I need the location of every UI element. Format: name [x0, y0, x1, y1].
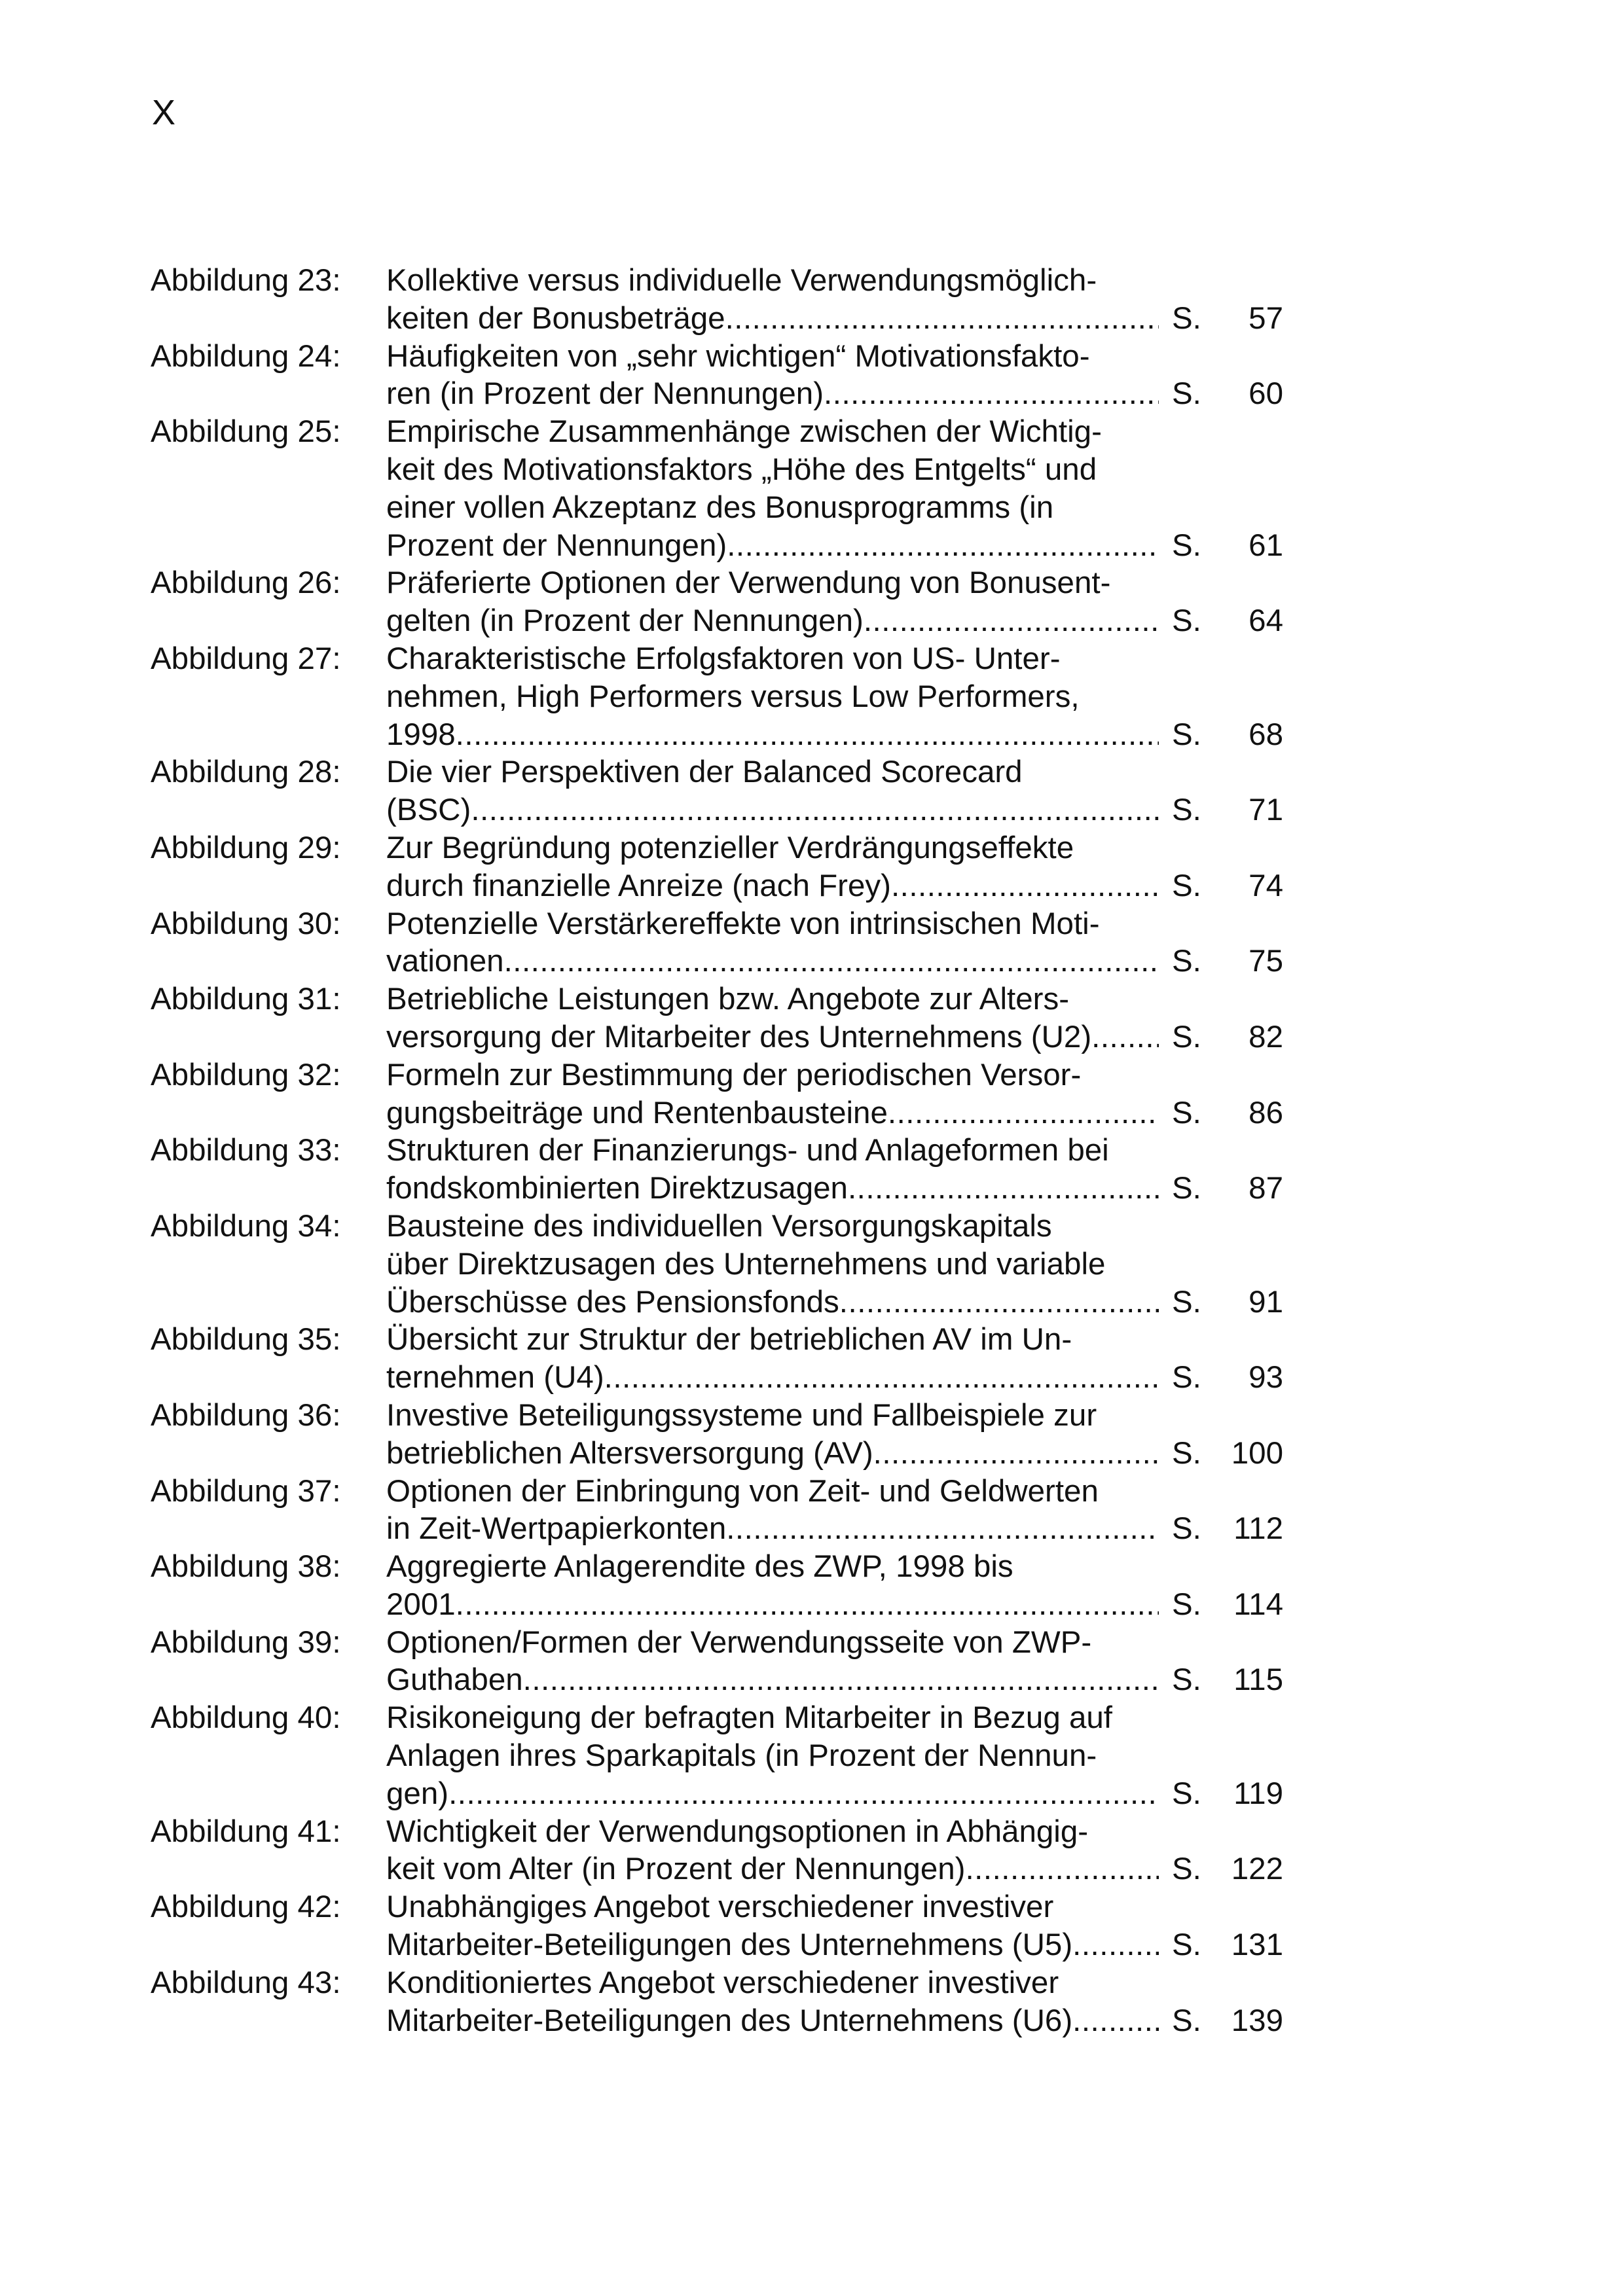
- figure-title: [386, 980, 1159, 1056]
- leader-dots: [1091, 1018, 1159, 1056]
- leader-dots: [888, 1094, 1159, 1132]
- figure-page-ref: [1159, 791, 1283, 829]
- figure-label: Abbildung 36:: [151, 1397, 341, 1433]
- page-prefix: S.: [1172, 1435, 1201, 1471]
- figure-title-line: keit vom Alter (in Prozent der Nennungen): [386, 1852, 966, 1887]
- page-prefix: S.: [1172, 717, 1201, 752]
- figure-title-last-line: [386, 1661, 1159, 1699]
- leader-dots: [725, 300, 1159, 338]
- figure-page-ref: [1159, 716, 1283, 754]
- leader-dots: [523, 1661, 1159, 1699]
- figure-title-line: gungsbeiträge und Rentenbausteine: [386, 1095, 888, 1130]
- figure-title-line: Optionen/Formen der Verwendungsseite von ZWP-: [386, 1624, 1092, 1660]
- figure-title-last-line: [386, 1850, 1159, 1888]
- figure-page-ref: [1159, 942, 1283, 980]
- figure-title-line: ternehmen (U4): [386, 1360, 604, 1395]
- figure-title-line: Die vier Perspektiven der Balanced Scorecard: [386, 755, 1023, 790]
- figure-title-last-line: [386, 1510, 1159, 1548]
- figure-entry: [151, 753, 1283, 829]
- page-number-ref: 122: [1231, 1852, 1283, 1887]
- figure-label: Abbildung 26:: [151, 565, 341, 601]
- figure-title: [386, 1132, 1159, 1208]
- figure-title: [386, 905, 1159, 981]
- figure-title-line: Aggregierte Anlagerendite des ZWP, 1998 bis: [386, 1549, 1013, 1585]
- page-prefix: S.: [1172, 300, 1201, 336]
- figure-entry: [151, 262, 1283, 338]
- figure-title: [386, 829, 1159, 905]
- figure-title-line: versorgung der Mitarbeiter des Unternehmens (U2): [386, 1019, 1092, 1054]
- figure-title-line: gelten (in Prozent der Nennungen): [386, 603, 864, 639]
- figure-title-line: Optionen der Einbringung von Zeit- und Geldwerten: [386, 1473, 1099, 1509]
- figure-title: [386, 1473, 1159, 1549]
- figure-page-ref: [1159, 300, 1283, 338]
- figure-label: Abbildung 29:: [151, 830, 341, 865]
- leader-dots: [456, 716, 1159, 754]
- page-number-ref: 91: [1249, 1284, 1283, 1319]
- figure-title: [386, 262, 1159, 338]
- figure-label: Abbildung 35:: [151, 1322, 341, 1357]
- figure-entry: [151, 1624, 1283, 1700]
- figure-label: Abbildung 42:: [151, 1890, 341, 1925]
- figure-title: [386, 1321, 1159, 1397]
- leader-dots: [965, 1850, 1159, 1888]
- figure-page-ref: [1159, 1094, 1283, 1132]
- figure-label: Abbildung 33:: [151, 1133, 341, 1168]
- figure-title-last-line: [386, 1775, 1159, 1813]
- figure-entry: [151, 1208, 1283, 1321]
- figure-title: [386, 1813, 1159, 1889]
- figure-title-line: Mitarbeiter-Beteiligungen des Unternehmens (U6): [386, 2003, 1073, 2038]
- page-number-ref: 82: [1249, 1019, 1283, 1054]
- page-number-ref: 75: [1249, 944, 1283, 979]
- figure-entry: [151, 905, 1283, 981]
- page-number-ref: 115: [1233, 1662, 1283, 1698]
- figure-label: Abbildung 30:: [151, 906, 341, 941]
- figure-page-ref: [1159, 602, 1283, 640]
- figure-title: [386, 338, 1159, 414]
- figure-title-line: über Direktzusagen des Unternehmens und variable: [386, 1246, 1106, 1282]
- figure-title-line: Präferierte Optionen der Verwendung von Bonusent-: [386, 565, 1111, 601]
- leader-dots: [1072, 2002, 1159, 2040]
- page-number-ref: 114: [1233, 1587, 1283, 1622]
- figure-title-last-line: [386, 375, 1159, 413]
- figure-title-line: Formeln zur Bestimmung der periodischen Versor-: [386, 1057, 1082, 1092]
- page-prefix: S.: [1172, 1928, 1201, 1963]
- figure-title-line: 2001: [386, 1587, 456, 1622]
- figure-title-line: Kollektive versus individuelle Verwendungsmöglich-: [386, 263, 1097, 298]
- figure-title-line: fondskombinierten Direktzusagen: [386, 1171, 848, 1206]
- figure-label: Abbildung 37:: [151, 1473, 341, 1509]
- figure-title-line: Potenzielle Verstärkereffekte von intrinsischen Moti-: [386, 906, 1100, 941]
- page-prefix: S.: [1172, 1662, 1201, 1698]
- figure-title: [386, 1056, 1159, 1132]
- figure-page-ref: [1159, 1775, 1283, 1813]
- leader-dots: [471, 791, 1159, 829]
- figure-label: Abbildung 28:: [151, 755, 341, 790]
- figure-title: [386, 1624, 1159, 1700]
- figure-title-last-line: [386, 867, 1159, 905]
- figure-entry: [151, 1888, 1283, 1964]
- page-number-ref: 57: [1249, 300, 1283, 336]
- page-prefix: S.: [1172, 603, 1201, 639]
- figure-title-line: Übersicht zur Struktur der betrieblichen AV im Un-: [386, 1322, 1072, 1357]
- page-number-ref: 119: [1233, 1776, 1283, 1811]
- page-prefix: S.: [1172, 2003, 1201, 2038]
- figure-page-ref: [1159, 1170, 1283, 1208]
- figure-entry: [151, 1964, 1283, 2040]
- leader-dots: [848, 1170, 1159, 1208]
- figure-title-last-line: [386, 791, 1159, 829]
- figure-entry: [151, 1548, 1283, 1624]
- page-number-ref: 131: [1231, 1928, 1283, 1963]
- figure-page-ref: [1159, 527, 1283, 565]
- figure-title-line: gen): [386, 1776, 449, 1811]
- figure-title-line: Empirische Zusammenhänge zwischen der Wichtig-: [386, 414, 1102, 450]
- leader-dots: [727, 527, 1159, 565]
- figure-page-ref: [1159, 2002, 1283, 2040]
- figure-title: [386, 1699, 1159, 1812]
- page-prefix: S.: [1172, 1511, 1201, 1547]
- leader-dots: [726, 1510, 1159, 1548]
- figure-title-line: Charakteristische Erfolgsfaktoren von US- Unter-: [386, 641, 1061, 676]
- figure-entry: [151, 338, 1283, 414]
- figure-title-line: Wichtigkeit der Verwendungsoptionen in Abhängig-: [386, 1814, 1089, 1849]
- figure-page-ref: [1159, 1661, 1283, 1699]
- figure-page-ref: [1159, 1586, 1283, 1624]
- figure-title-last-line: [386, 716, 1159, 754]
- figure-label: Abbildung 31:: [151, 982, 341, 1017]
- figure-entry: [151, 413, 1283, 564]
- figure-title-line: (BSC): [386, 793, 471, 828]
- leader-dots: [891, 867, 1159, 905]
- figure-title-line: betrieblichen Altersversorgung (AV): [386, 1435, 873, 1471]
- figure-title-last-line: [386, 300, 1159, 338]
- figure-title-last-line: [386, 1170, 1159, 1208]
- figure-entry: [151, 640, 1283, 753]
- page-number-ref: 68: [1249, 717, 1283, 752]
- page-number-ref: 61: [1249, 528, 1283, 563]
- figure-title-line: vationen: [386, 944, 504, 979]
- list-of-figures: [151, 262, 1283, 2039]
- page-prefix: S.: [1172, 528, 1201, 563]
- page-prefix: S.: [1172, 868, 1201, 903]
- page-prefix: S.: [1172, 1095, 1201, 1130]
- figure-page-ref: [1159, 1926, 1283, 1964]
- figure-title: [386, 1208, 1159, 1321]
- figure-title-last-line: [386, 527, 1159, 565]
- figure-page-ref: [1159, 375, 1283, 413]
- page-prefix: S.: [1172, 1852, 1201, 1887]
- figure-title: [386, 753, 1159, 829]
- figure-title-last-line: [386, 602, 1159, 640]
- figure-title-last-line: [386, 1586, 1159, 1624]
- page-number-ref: 71: [1249, 793, 1283, 828]
- figure-label: Abbildung 40:: [151, 1700, 341, 1736]
- figure-title-last-line: [386, 1283, 1159, 1321]
- figure-page-ref: [1159, 1850, 1283, 1888]
- figure-entry: [151, 1132, 1283, 1208]
- figure-title-line: Betriebliche Leistungen bzw. Angebote zur Alters-: [386, 982, 1070, 1017]
- figure-entry: [151, 1397, 1283, 1473]
- figure-label: Abbildung 43:: [151, 1965, 341, 2000]
- figure-label: Abbildung 41:: [151, 1814, 341, 1849]
- page-prefix: S.: [1172, 944, 1201, 979]
- figure-title-line: Zur Begründung potenzieller Verdrängungseffekte: [386, 830, 1074, 865]
- figure-title-line: durch finanzielle Anreize (nach Frey): [386, 868, 891, 903]
- page-number-ref: 100: [1231, 1435, 1283, 1471]
- figure-page-ref: [1159, 1510, 1283, 1548]
- figure-title-line: Konditioniertes Angebot verschiedener investiver: [386, 1965, 1059, 2000]
- page-number-ref: 87: [1249, 1171, 1283, 1206]
- page-prefix: S.: [1172, 1776, 1201, 1811]
- figure-label: Abbildung 24:: [151, 338, 341, 374]
- page-number-ref: 139: [1231, 2003, 1283, 2038]
- figure-label: Abbildung 27:: [151, 641, 341, 676]
- leader-dots: [504, 942, 1159, 980]
- page-number-ref: 93: [1249, 1360, 1283, 1395]
- figure-page-ref: [1159, 1283, 1283, 1321]
- figure-page-ref: [1159, 867, 1283, 905]
- page-number-ref: 86: [1249, 1095, 1283, 1130]
- leader-dots: [604, 1359, 1159, 1397]
- figure-title-line: Anlagen ihres Sparkapitals (in Prozent der Nennun-: [386, 1738, 1097, 1774]
- figure-entry: [151, 829, 1283, 905]
- leader-dots: [864, 602, 1159, 640]
- figure-title-last-line: [386, 1926, 1159, 1964]
- figure-label: Abbildung 39:: [151, 1624, 341, 1660]
- figure-label: Abbildung 38:: [151, 1549, 341, 1585]
- figure-title-line: keiten der Bonusbeträge: [386, 300, 725, 336]
- figure-entry: [151, 1813, 1283, 1889]
- figure-title-line: 1998: [386, 717, 456, 752]
- figure-title: [386, 1397, 1159, 1473]
- leader-dots: [456, 1586, 1159, 1624]
- figure-title-line: ren (in Prozent der Nennungen): [386, 376, 824, 412]
- figure-title-line: Überschüsse des Pensionsfonds: [386, 1284, 839, 1319]
- figure-title-line: nehmen, High Performers versus Low Performers,: [386, 679, 1080, 714]
- figure-title-line: Unabhängiges Angebot verschiedener investiver: [386, 1890, 1054, 1925]
- figure-title-last-line: [386, 1094, 1159, 1132]
- figure-title-line: Häufigkeiten von „sehr wichtigen“ Motivationsfakto-: [386, 338, 1090, 374]
- figure-label: Abbildung 34:: [151, 1208, 341, 1244]
- figure-entry: [151, 980, 1283, 1056]
- figure-title: [386, 1888, 1159, 1964]
- figure-title-last-line: [386, 942, 1159, 980]
- page-prefix: S.: [1172, 1284, 1201, 1319]
- figure-title-line: Mitarbeiter-Beteiligungen des Unternehmens (U5): [386, 1928, 1073, 1963]
- figure-title: [386, 1548, 1159, 1624]
- figure-label: Abbildung 25:: [151, 414, 341, 450]
- leader-dots: [839, 1283, 1159, 1321]
- figure-entry: [151, 1473, 1283, 1549]
- figure-title-last-line: [386, 1435, 1159, 1473]
- figure-title: [386, 564, 1159, 640]
- figure-entry: [151, 1699, 1283, 1812]
- figure-title-line: in Zeit-Wertpapierkonten: [386, 1511, 727, 1547]
- page-number-ref: 74: [1249, 868, 1283, 903]
- figure-page-ref: [1159, 1018, 1283, 1056]
- figure-title: [386, 640, 1159, 753]
- page-number-ref: 60: [1249, 376, 1283, 412]
- figure-title-last-line: [386, 2002, 1159, 2040]
- figure-title-line: Bausteine des individuellen Versorgungskapitals: [386, 1208, 1052, 1244]
- figure-title-line: Prozent der Nennungen): [386, 528, 727, 563]
- figure-title: [386, 1964, 1159, 2040]
- leader-dots: [824, 375, 1159, 413]
- figure-title-line: keit des Motivationsfaktors „Höhe des Entgelts“ und: [386, 452, 1097, 487]
- page-prefix: S.: [1172, 793, 1201, 828]
- page-prefix: S.: [1172, 1019, 1201, 1054]
- page-number-ref: 112: [1233, 1511, 1283, 1547]
- figure-title-line: Investive Beteiligungssysteme und Fallbeispiele zur: [386, 1397, 1097, 1433]
- figure-title-line: Strukturen der Finanzierungs- und Anlageformen bei: [386, 1133, 1109, 1168]
- page-prefix: S.: [1172, 1587, 1201, 1622]
- figure-entry: [151, 1321, 1283, 1397]
- figure-page-ref: [1159, 1435, 1283, 1473]
- page-prefix: S.: [1172, 376, 1201, 412]
- figure-entry: [151, 564, 1283, 640]
- figure-label: Abbildung 23:: [151, 263, 341, 298]
- figure-title-line: einer vollen Akzeptanz des Bonusprogramms (in: [386, 490, 1054, 525]
- page-prefix: S.: [1172, 1360, 1201, 1395]
- leader-dots: [1072, 1926, 1159, 1964]
- figure-label: Abbildung 32:: [151, 1057, 341, 1092]
- page-prefix: S.: [1172, 1171, 1201, 1206]
- figure-page-ref: [1159, 1359, 1283, 1397]
- figure-title-last-line: [386, 1018, 1159, 1056]
- page-number-ref: 64: [1249, 603, 1283, 639]
- figure-title-last-line: [386, 1359, 1159, 1397]
- leader-dots: [873, 1435, 1159, 1473]
- figure-title: [386, 413, 1159, 564]
- page-number: X: [152, 93, 176, 132]
- figure-title-line: Risikoneigung der befragten Mitarbeiter in Bezug auf: [386, 1700, 1112, 1736]
- figure-title-line: Guthaben: [386, 1662, 523, 1698]
- leader-dots: [448, 1775, 1159, 1813]
- figure-entry: [151, 1056, 1283, 1132]
